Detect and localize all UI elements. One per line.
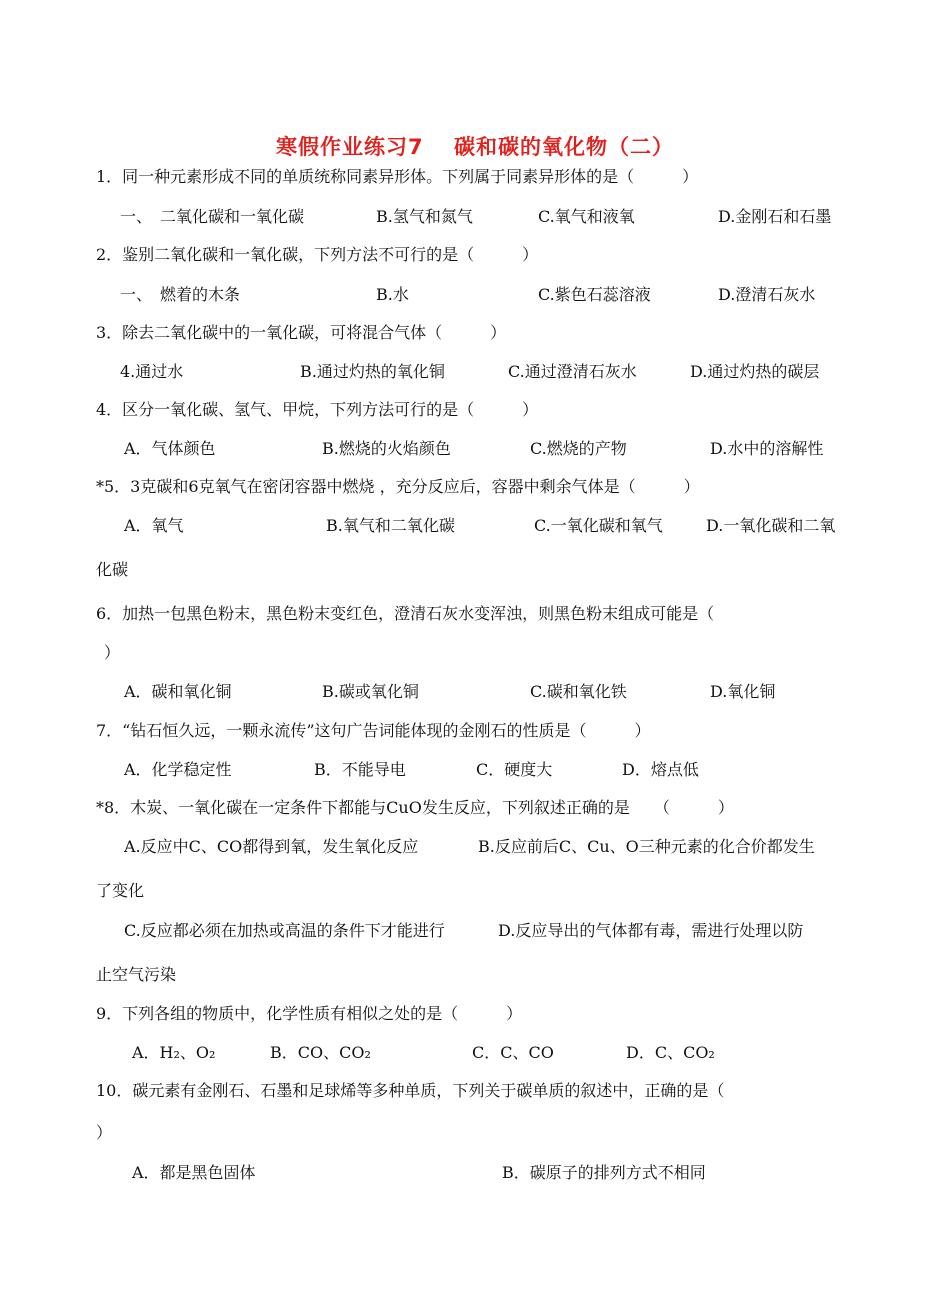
option-d: D.氧化铜: [710, 682, 776, 701]
option-continuation: 了变化: [96, 881, 145, 900]
option-a: 一、 二氧化碳和一氧化碳: [120, 207, 305, 226]
option-b: B．不能导电: [314, 760, 406, 779]
option-c: C.通过澄清石灰水: [508, 362, 637, 381]
option-a: A．H₂、O₂: [132, 1043, 216, 1062]
option-c: C.氧气和液氧: [538, 207, 635, 226]
option-d: D.澄清石灰水: [718, 285, 816, 304]
option-c: C.紫色石蕊溶液: [538, 285, 651, 304]
question-continuation: ）: [104, 643, 121, 662]
question-stem: 9．下列各组的物质中，化学性质有相似之处的是（ ）: [96, 1004, 523, 1023]
question-stem: 2．鉴别二氧化碳和一氧化碳，下列方法不可行的是（ ）: [96, 245, 539, 264]
page-title: 寒假作业练习7 碳和碳的氧化物（二）: [276, 135, 674, 159]
question-stem: 3．除去二氧化碳中的一氧化碳，可将混合气体（ ）: [96, 323, 507, 342]
option-b: B.燃烧的火焰颜色: [322, 439, 451, 458]
option-d: D.水中的溶解性: [710, 439, 824, 458]
option-c: C.燃烧的产物: [530, 439, 627, 458]
option-b: B.氧气和二氧化碳: [326, 516, 455, 535]
option-d: D．熔点低: [622, 760, 699, 779]
option-c: C．C、CO: [472, 1043, 554, 1062]
option-d: D.一氧化碳和二氧: [706, 516, 836, 535]
question-stem: 1．同一种元素形成不同的单质统称同素异形体。下列属于同素异形体的是（ ）: [96, 167, 699, 186]
option-b: B.水: [376, 285, 409, 304]
option-a: A．化学稳定性: [124, 760, 232, 779]
option-b: B.通过灼热的氧化铜: [300, 362, 445, 381]
question-stem: *8．木炭、一氧化碳在一定条件下都能与CuO发生反应，下列叙述正确的是 （ ）: [96, 798, 734, 817]
option-c: C.碳和氧化铁: [530, 682, 627, 701]
option-a: A.反应中C、CO都得到氧，发生氧化反应: [124, 837, 419, 856]
option-c: C.一氧化碳和氧气: [534, 516, 663, 535]
question-stem: 4．区分一氧化碳、氢气、甲烷，下列方法可行的是（ ）: [96, 400, 539, 419]
option-d: D．C、CO₂: [626, 1043, 715, 1062]
option-continuation: 化碳: [96, 560, 129, 579]
option-c: C．硬度大: [476, 760, 553, 779]
option-b: B.反应前后C、Cu、O三种元素的化合价都发生: [478, 837, 815, 856]
option-d: D.反应导出的气体都有毒，需进行处理以防: [498, 921, 804, 940]
option-a: A．氧气: [124, 516, 184, 535]
option-a: A．气体颜色: [124, 439, 216, 458]
option-c: C.反应都必须在加热或高温的条件下才能进行: [124, 921, 445, 940]
option-a: 一、 燃着的木条: [120, 285, 241, 304]
option-b: B.氢气和氮气: [376, 207, 473, 226]
option-d: D.金刚石和石墨: [718, 207, 832, 226]
option-a: A．碳和氧化铜: [124, 682, 232, 701]
question-stem: 6．加热一包黑色粉末，黑色粉末变红色，澄清石灰水变浑浊，则黑色粉末组成可能是（: [96, 604, 715, 623]
question-continuation: ）: [96, 1123, 113, 1142]
option-b: B．CO、CO₂: [270, 1043, 371, 1062]
option-continuation: 止空气污染: [96, 965, 177, 984]
option-a: 4.通过水: [120, 362, 184, 381]
question-stem: 7．“钻石恒久远，一颗永流传”这句广告词能体现的金刚石的性质是（ ）: [96, 721, 651, 740]
question-stem: *5．3克碳和6克氧气在密闭容器中燃烧 ，充分反应后，容器中剩余气体是（ ）: [96, 477, 700, 496]
question-stem: 10．碳元素有金刚石、石墨和足球烯等多种单质，下列关于碳单质的叙述中，正确的是（: [96, 1081, 725, 1100]
option-a: A．都是黑色固体: [132, 1163, 256, 1182]
option-b: B.碳或氧化铜: [322, 682, 419, 701]
option-d: D.通过灼热的碳层: [690, 362, 820, 381]
option-b: B．碳原子的排列方式不相同: [502, 1163, 706, 1182]
